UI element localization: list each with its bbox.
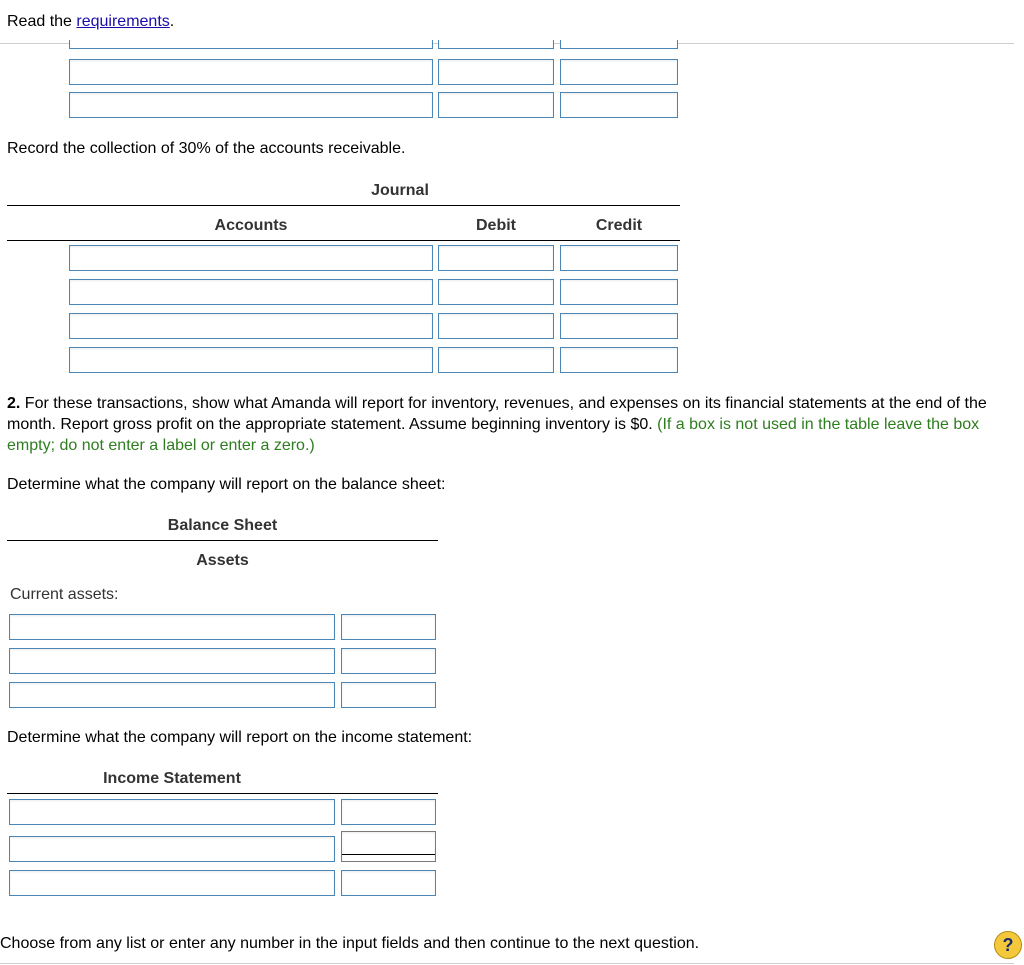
income-statement-rule (7, 793, 438, 794)
income-label-input-2[interactable] (9, 836, 335, 862)
clipped-row-debit (438, 40, 554, 49)
income-label-input-1[interactable] (9, 799, 335, 825)
collection-instruction: Record the collection of 30% of the accounts receivable. (7, 140, 406, 157)
journal-debit-input-1[interactable] (438, 245, 554, 271)
journal-debit-input-3[interactable] (438, 313, 554, 339)
prev-account-input-1[interactable] (69, 59, 433, 85)
journal-account-input-2[interactable] (69, 279, 433, 305)
balance-amount-input-2[interactable] (341, 648, 436, 674)
prev-debit-input-0[interactable] (438, 40, 554, 49)
read-suffix: . (169, 13, 175, 30)
question-mark-icon: ? (1002, 934, 1014, 955)
accounts-column-header: Accounts (214, 217, 288, 234)
journal-title: Journal (371, 182, 429, 199)
balance-sheet-instruction: Determine what the company will report on the balance sheet: (7, 476, 446, 493)
prev-account-input-2[interactable] (69, 92, 433, 118)
balance-amount-input-3[interactable] (341, 682, 436, 708)
journal-account-input-4[interactable] (69, 347, 433, 373)
income-statement-title: Income Statement (103, 770, 241, 787)
current-assets-label: Current assets: (10, 586, 119, 603)
journal-title-rule (7, 205, 680, 206)
journal-credit-input-3[interactable] (560, 313, 678, 339)
debit-column-header: Debit (476, 217, 516, 234)
footer-divider (0, 963, 1014, 964)
income-label-input-3[interactable] (9, 870, 335, 896)
balance-sheet-rule (7, 540, 438, 541)
income-amount-input-1[interactable] (341, 799, 436, 825)
income-amount-input-3[interactable] (341, 870, 436, 896)
journal-account-input-3[interactable] (69, 313, 433, 339)
clipped-row-credit (560, 40, 678, 49)
part2-text: For these transactions, show what Amanda will report for inventory, revenues, and expenses on its financial statements at the end of the month. Report gross profit on the appropriate statement. Assume beginning inventory is $0. (7, 395, 987, 433)
prev-credit-input-2[interactable] (560, 92, 678, 118)
journal-account-input-1[interactable] (69, 245, 433, 271)
balance-label-input-2[interactable] (9, 648, 335, 674)
read-requirements-line (7, 12, 174, 32)
clipped-row-account (69, 40, 433, 49)
journal-credit-input-2[interactable] (560, 279, 678, 305)
prev-debit-input-2[interactable] (438, 92, 554, 118)
help-button[interactable] (994, 931, 1022, 959)
part2-number: 2. (7, 395, 21, 412)
balance-amount-input-1[interactable] (341, 614, 436, 640)
income-statement-instruction: Determine what the company will report on the income statement: (7, 729, 473, 746)
footer-instruction: Choose from any list or enter any number in the input fields and then continue to the next question. (0, 935, 700, 952)
journal-debit-input-2[interactable] (438, 279, 554, 305)
part2-note: (If a box is not used in the table leave the box empty; do not enter a label or enter a zero.) (7, 416, 980, 454)
journal-credit-input-4[interactable] (560, 347, 678, 373)
prev-debit-input-1[interactable] (438, 59, 554, 85)
balance-label-input-1[interactable] (9, 614, 335, 640)
assets-subtitle: Assets (196, 552, 249, 569)
balance-label-input-3[interactable] (9, 682, 335, 708)
prev-credit-input-1[interactable] (560, 59, 678, 85)
prev-account-input-0[interactable] (69, 40, 433, 49)
journal-credit-input-1[interactable] (560, 245, 678, 271)
income-amount-total-input[interactable] (341, 831, 436, 862)
requirements-link[interactable]: requirements (76, 13, 170, 30)
prev-credit-input-0[interactable] (560, 40, 678, 49)
part2-paragraph (7, 393, 1012, 456)
read-prefix: Read the (7, 13, 77, 30)
journal-debit-input-4[interactable] (438, 347, 554, 373)
journal-header-rule (7, 240, 680, 241)
credit-column-header: Credit (595, 217, 643, 234)
balance-sheet-title: Balance Sheet (167, 517, 278, 534)
